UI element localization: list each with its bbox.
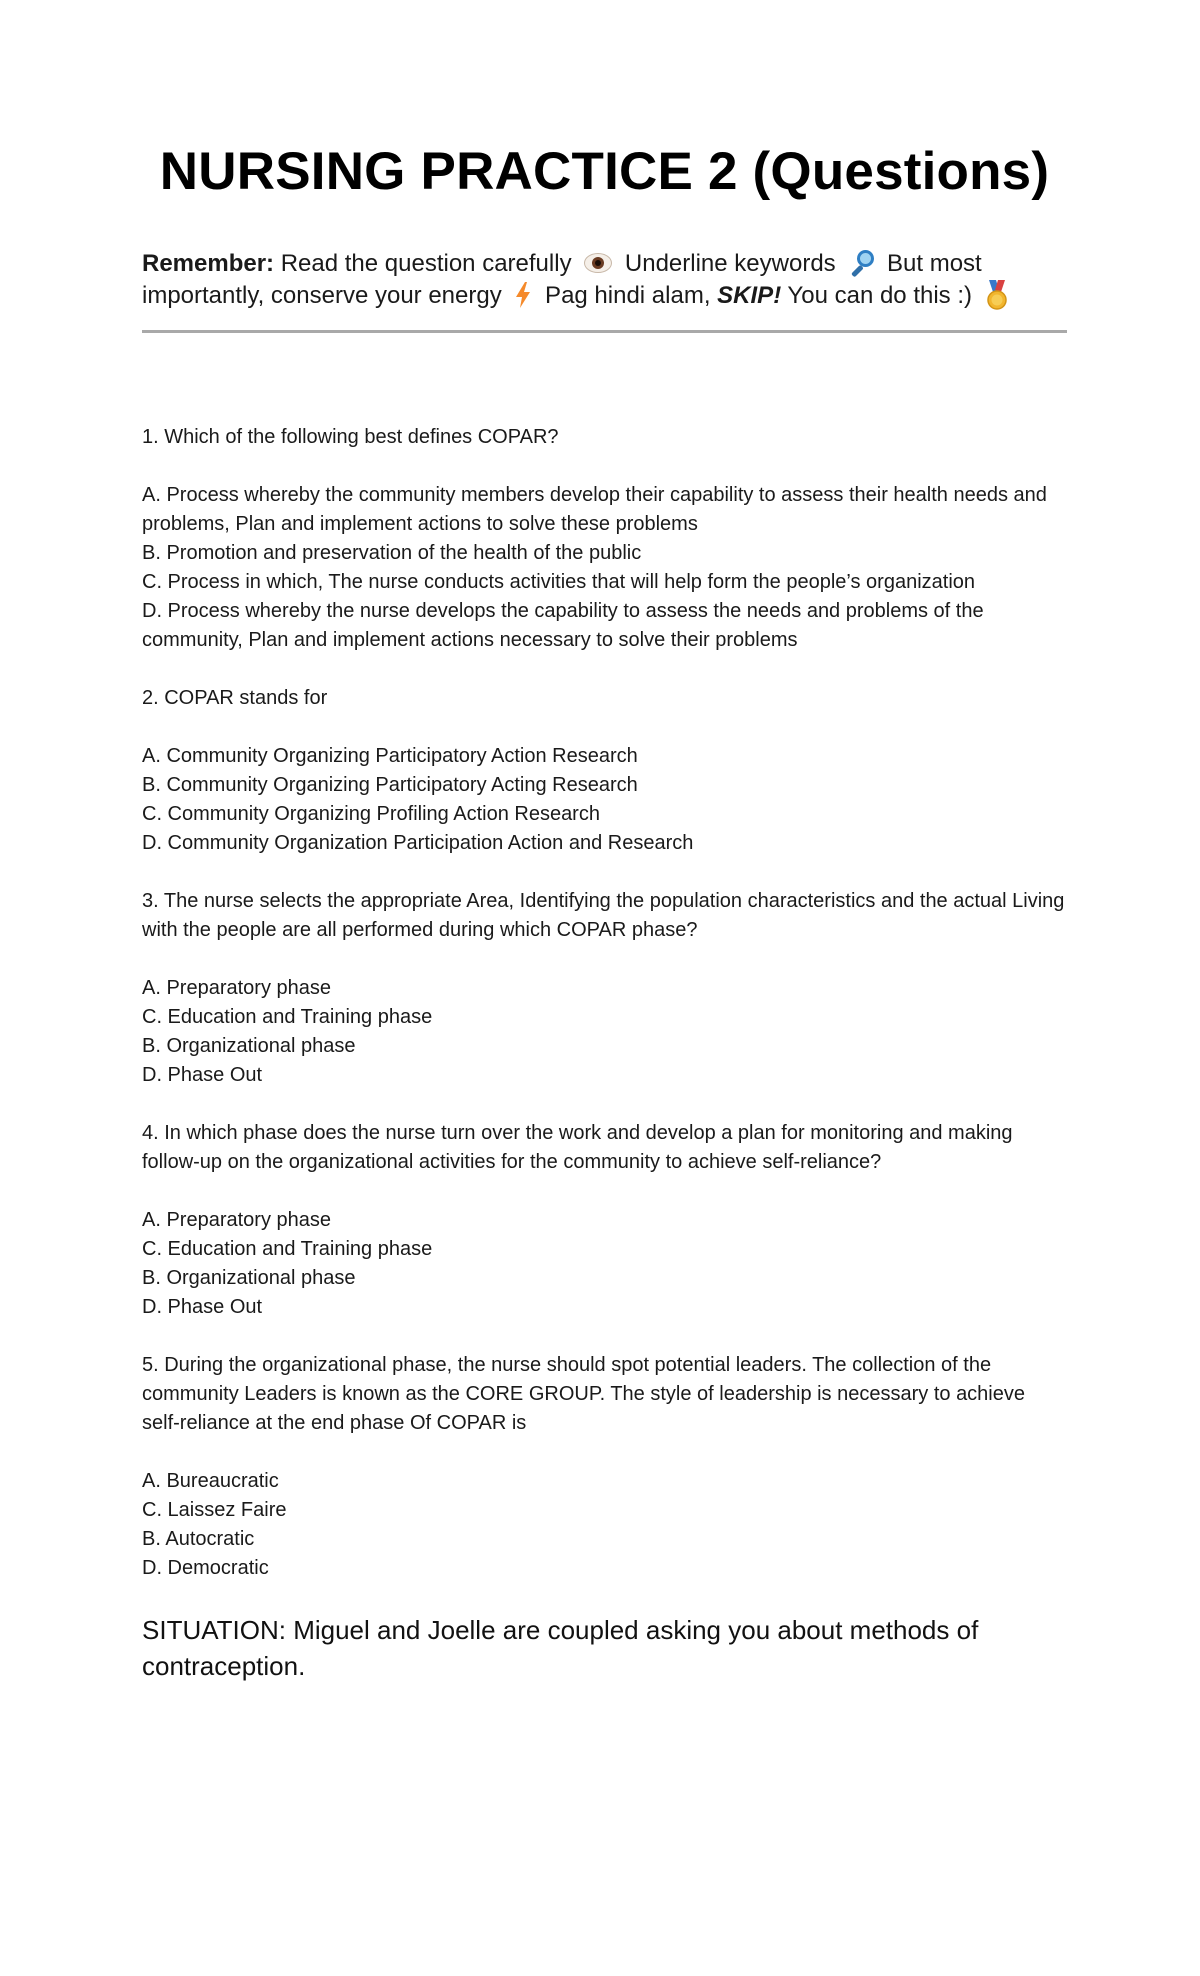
option-item: B. Autocratic [142,1528,255,1550]
question-block [142,684,1067,858]
question-text: 5. During the organizational phase, the nurse should spot potential leaders. The collection of the community Leaders is known as the CORE GROUP. The style of leadership is necessary to achieve self-reliance at the end phase Of COPAR is [142,1354,1025,1434]
question-block [142,887,1067,1090]
reminder-text-3: But most importantly, conserve your energy [142,250,982,309]
reminder-note [142,248,1067,312]
reminder-text-5: You can do this :) [781,282,972,309]
option-item: C. Process in which, The nurse conducts activities that will help form the people’s organization [142,571,976,593]
question-text: 3. The nurse selects the appropriate Area, Identifying the population characteristics and the actual Living with the people are all performed during which COPAR phase? [142,890,1065,941]
lightning-bolt-icon [514,282,532,308]
option-item: C. Community Organizing Profiling Action Research [142,803,600,825]
option-item: D. Community Organization Participation Action and Research [142,832,694,854]
reminder-text-1: Read the question carefully [274,250,572,277]
option-item: D. Phase Out [142,1296,263,1318]
option-item: D. Democratic [142,1557,269,1579]
document-page [142,0,1067,1710]
option-item: B. Organizational phase [142,1035,356,1057]
option-item: B. Organizational phase [142,1267,356,1289]
question-block [142,423,1067,655]
reminder-label: Remember: [142,250,275,277]
question-text: 2. COPAR stands for [142,687,328,709]
medal-icon [985,280,1009,310]
question-text: 4. In which phase does the nurse turn over the work and develop a plan for monitoring and making follow-up on the organizational activities for the community to achieve self-reliance? [142,1122,1013,1173]
option-item: A. Community Organizing Participatory Action Research [142,745,638,767]
question-text: 1. Which of the following best defines COPAR? [142,426,559,448]
option-item: C. Education and Training phase [142,1238,433,1260]
option-item: D. Process whereby the nurse develops the capability to assess the needs and problems of the community, Plan and implement actions necessary to solve their problems [142,600,984,651]
magnifying-glass-icon [848,250,874,276]
option-item: C. Laissez Faire [142,1499,287,1521]
divider [142,330,1067,333]
options-list [142,974,1067,1090]
eye-icon [584,253,612,273]
option-item: A. Process whereby the community members develop their capability to assess their health needs and problems, Plan and implement actions to solve these problems [142,484,1047,535]
option-item: C. Education and Training phase [142,1006,433,1028]
option-item: A. Bureaucratic [142,1470,279,1492]
option-item: A. Preparatory phase [142,977,331,999]
options-list [142,1206,1067,1322]
option-item: D. Phase Out [142,1064,263,1086]
reminder-text-2: Underline keywords [618,250,836,277]
page-title: NURSING PRACTICE 2 (Questions) [159,142,1050,201]
reminder-skip: SKIP! [717,282,782,309]
options-list [142,481,1067,655]
reminder-text-4: Pag hindi alam, [538,282,718,309]
options-list [142,1467,1067,1583]
question-block [142,1119,1067,1322]
options-list [142,742,1067,858]
option-item: B. Community Organizing Participatory Acting Research [142,774,638,796]
questions-list [142,423,1067,1583]
option-item: B. Promotion and preservation of the health of the public [142,542,642,564]
situation-text: SITUATION: Miguel and Joelle are coupled asking you about methods of contraception. [142,1615,979,1681]
question-block [142,1351,1067,1583]
option-item: A. Preparatory phase [142,1209,331,1231]
